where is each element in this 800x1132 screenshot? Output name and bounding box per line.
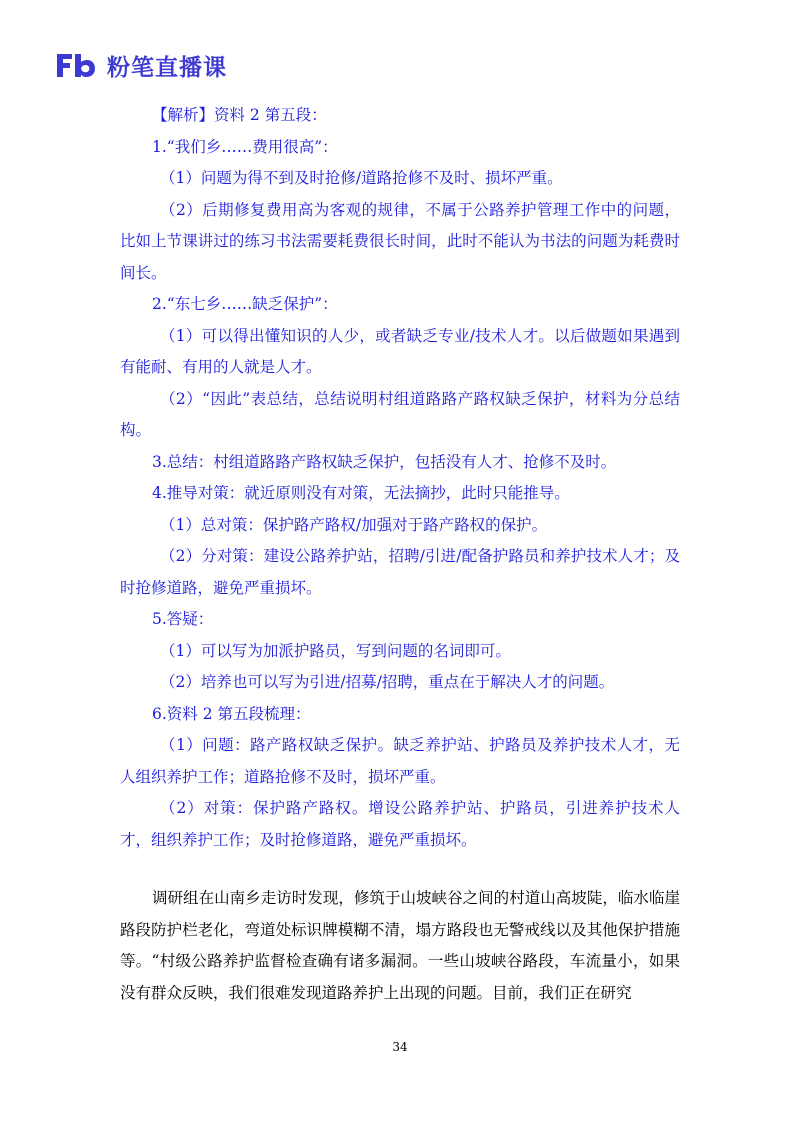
material-paragraph: 调研组在山南乡走访时发现，修筑于山坡峡谷之间的村道山高坡陡，临水临崖路段防护栏老化，弯道处标识牌模糊不清，塌方路段也无警戒线以及其他保护措施等。“村级公路养护监督检查确有诸多漏洞。一些山坡峡谷路段，车流量小，如果没有群众反映，我们很难发现道路养护上出现的问题。目前，我们正在研究 <box>120 889 680 1002</box>
logo-text: 粉笔直播课 <box>107 54 227 81</box>
page-number: 34 <box>392 1040 408 1054</box>
analysis-paragraph: 4.推导对策：就近原则没有对策，无法摘抄，此时只能推导。 <box>152 484 570 502</box>
analysis-paragraph: 1.“我们乡……费用很高”： <box>152 137 338 156</box>
brand-logo <box>55 50 227 80</box>
analysis-paragraph: 3.总结：村组道路路产路权缺乏保护，包括没有人才、抢修不及时。 <box>152 452 617 471</box>
analysis-paragraph: 6.资料 2 第五段梳理： <box>152 704 311 723</box>
analysis-section <box>120 100 680 856</box>
analysis-paragraph: （1）问题为得不到及时抢修/道路抢修不及时、损坏严重。 <box>160 169 563 187</box>
analysis-paragraph: （1）问题：路产路权缺乏保护。缺乏养护站、护路员及养护技术人才，无人组织养护工作；道路抢修不及时，损坏严重。 <box>120 736 680 786</box>
analysis-paragraph: （2）后期修复费用高为客观的规律，不属于公路养护管理工作中的问题，比如上节课讲过的练习书法需要耗费很长时间，此时不能认为书法的问题为耗费时间长。 <box>120 200 680 282</box>
analysis-paragraph: 2.“东七乡……缺乏保护”： <box>152 295 338 313</box>
analysis-paragraph: （1）总对策：保护路产路权/加强对于路产路权的保护。 <box>160 515 548 534</box>
analysis-paragraph: 【解析】资料 2 第五段： <box>152 106 327 124</box>
fenbi-logo-icon <box>55 50 97 80</box>
analysis-paragraph: （2）对策：保护路产路权。增设公路养护站、护路员，引进养护技术人才，组织养护工作；及时抢修道路，避免严重损坏。 <box>120 799 680 849</box>
analysis-paragraph: 5.答疑： <box>152 610 214 628</box>
analysis-paragraph: （1）可以写为加派护路员，写到问题的名词即可。 <box>160 641 511 660</box>
analysis-paragraph: （2）培养也可以写为引进/招募/招聘，重点在于解决人才的问题。 <box>160 673 615 691</box>
analysis-paragraph: （1）可以得出懂知识的人少，或者缺乏专业/技术人才。以后做题如果遇到有能耐、有用的人就是人才。 <box>120 326 680 376</box>
analysis-paragraph: （2）“因此”表总结，总结说明村组道路路产路权缺乏保护，材料为分总结构。 <box>120 389 680 439</box>
analysis-paragraph: （2）分对策：建设公路养护站，招聘/引进/配备护路员和养护技术人才；及时抢修道路，避免严重损坏。 <box>120 547 680 597</box>
